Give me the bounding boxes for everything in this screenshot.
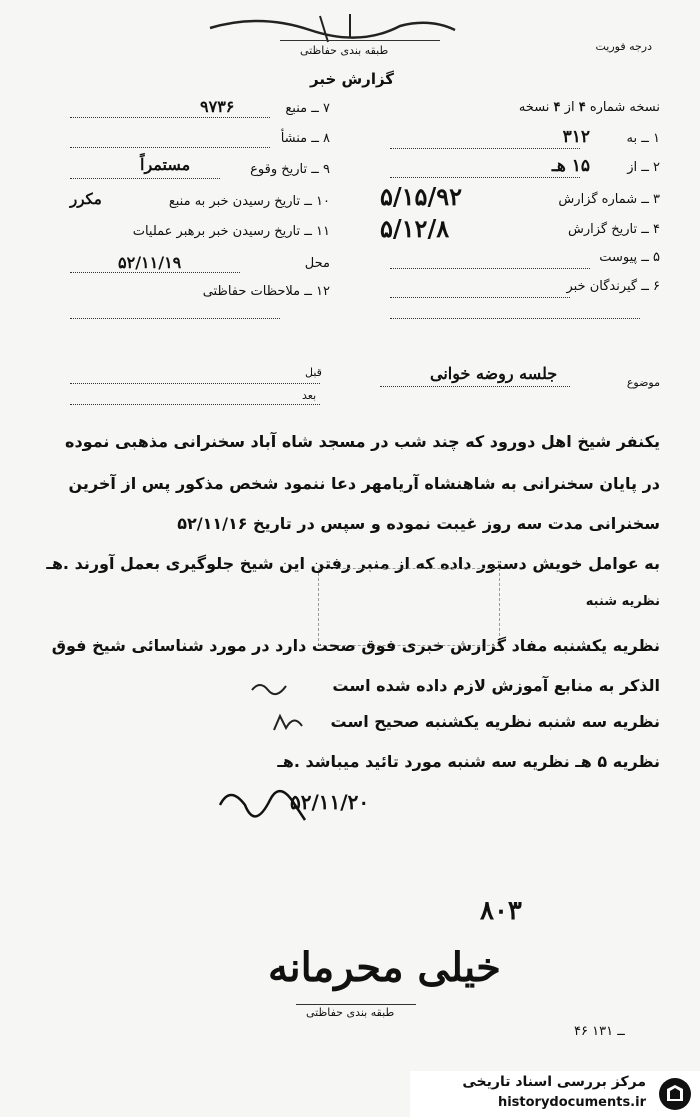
field-7-label: ۷ ــ منبع [285,101,330,116]
before-label: قبل [305,366,322,379]
margin-number: ۸۰۳ [480,896,522,926]
field-11-value: ۵۲/۱۱/۱۹ [118,253,182,272]
archive-logo-icon [658,1077,692,1111]
field-5-dots [390,268,590,269]
initial-mark-2 [270,712,306,738]
field-6-dots-2 [390,318,640,319]
copy-label: نسخه شماره [589,100,660,115]
faint-stamp-box [318,568,500,646]
field-6-label: ۶ ــ گیرندگان خبر [566,279,660,294]
field-1-dots [390,148,580,149]
footer-rule [296,1004,416,1005]
opinion-sunday: نظریه یکشنبه مفاد گزارش خبری فوق صحت دارد در مورد شناسائی شیخ فوق [51,636,660,655]
watermark-title: مرکز بررسی اسناد تاریخی [462,1074,646,1090]
body-line-4: به عوامل خویش دستور داده که از منبر رفتن این شیخ جلوگیری بعمل آورند .هـ [46,554,660,573]
classification-top: طبقه بندی حفاظتی [300,44,389,57]
copy-number: ۴ [578,100,586,115]
field-3-value: ۵/۱۵/۹۲ [380,182,462,211]
field-1-label: ۱ ــ به [626,131,660,146]
classification-bottom: طبقه بندی حفاظتی [306,1006,395,1019]
after-label: بعد [302,389,317,402]
copy-total: ۴ [553,100,561,115]
field-8-dots [70,147,270,148]
opinion-saturday: نظریه شنبه [585,594,660,609]
field-4-label: ۴ ــ تاریخ گزارش [568,222,660,237]
header-rule [280,40,440,41]
field-2-dots [390,177,580,178]
subject-dots [380,386,570,387]
field-9-value: مستمراً [140,155,191,174]
field-6-dots [390,297,570,298]
opinion-5h: نظریه ۵ هـ نظریه سه شنبه مورد تائید میباشد .هـ [277,752,660,771]
body-line-3: سخنرانی مدت سه روز غیبت نموده و سپس در تاریخ ۵۲/۱۱/۱۶ [177,514,660,533]
priority-label: درجه فوریت [595,40,652,53]
field-11-label: ۱۱ ــ تاریخ رسیدن خبر برهبر عملیات [132,224,330,239]
field-10-label: ۱۰ ــ تاریخ رسیدن خبر به منبع [168,194,330,209]
field-7-value: ۹۷۳۶ [200,97,235,116]
field-9-dots [70,178,220,179]
field-11-dots [70,272,240,273]
field-2-value: ۱۵ هـ [551,156,590,176]
signature-date: ۵۲/۱۱/۲۰ [290,790,370,814]
subject-value: جلسه روضه خوانی [430,364,558,383]
field-7-dots [70,117,270,118]
before-dots [70,383,320,384]
field-5-label: ۵ ــ پیوست [599,250,660,265]
classification-stamp: خیلی محرمانه [268,944,501,991]
field-10-value: مکرر [70,190,102,208]
watermark-bar [410,1071,700,1117]
body-line-2: در پایان سخنرانی به شاهنشاه آریامهر دعا ننمود شخص مذکور پس از آخرین [68,474,660,493]
field-1-value: ۳۱۲ [562,127,590,147]
field-4-value: ۵/۱۲/۸ [380,214,450,243]
after-dots [70,404,320,405]
field-12-dots [70,318,280,319]
copy-unit: نسخه [518,100,550,115]
copy-of: از [564,100,575,115]
opinion-sunday-2: الذکر به منابع آموزش لازم داده شده است [332,676,660,695]
watermark-url: historydocuments.ir [497,1095,646,1110]
place-label: محل [304,256,330,271]
opinion-tuesday: نظریه سه شنبه نظریه یکشنبه صحیح است [330,712,660,731]
field-12-label: ۱۲ ــ ملاحظات حفاظتی [202,284,330,299]
scribbled-header-mark [200,8,460,48]
subject-label: موضوع [626,376,660,389]
form-code: ۴۶ ــ ۱۳۱ [574,1024,625,1039]
field-3-label: ۳ ــ شماره گزارش [558,192,660,207]
field-9-label: ۹ ــ تاریخ وقوع [250,162,330,177]
initial-mark-1 [250,678,290,700]
copy-number-line [519,100,660,115]
report-title: گزارش خبر [310,70,395,88]
field-8-label: ۸ ــ منشأ [280,131,330,146]
body-line-1: یکنفر شیخ اهل دورود که چند شب در مسجد شاه آباد سخنرانی مذهبی نموده [65,432,660,451]
field-2-label: ۲ ــ از [627,160,660,175]
